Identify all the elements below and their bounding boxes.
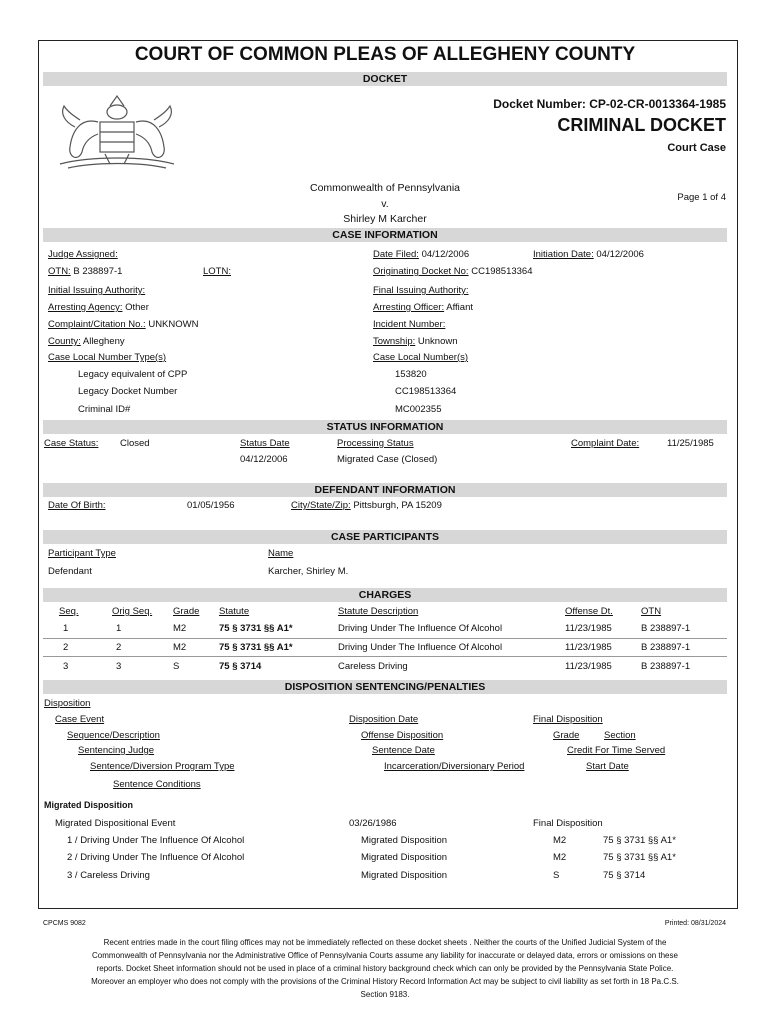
disposition-value: Migrated Disposition [361, 870, 448, 881]
lotn-label: LOTN: [203, 266, 231, 277]
court-case-label: Court Case [667, 142, 726, 154]
charge-col-statute: Statute [219, 606, 250, 617]
charge-date: 11/23/1985 [565, 661, 612, 672]
charge-col-seq: Seq. [59, 606, 79, 617]
status-date-label: Status Date [240, 438, 290, 449]
charge-orig: 2 [116, 642, 122, 653]
disposition-date-label: Disposition Date [349, 714, 419, 725]
local-type-1: Legacy equivalent of CPP [78, 369, 188, 380]
charge-statute: 75 § 3714 [219, 661, 262, 672]
caption-defendant: Shirley M Karcher [343, 213, 427, 225]
migrated-disposition-title: Migrated Disposition [44, 800, 134, 810]
local-types-label: Case Local Number Type(s) [48, 352, 167, 363]
township-value: Unknown [417, 336, 458, 347]
migrated-event: Migrated Dispositional Event [55, 818, 176, 829]
grade-label: Grade [553, 730, 580, 741]
case-status-value: Closed [120, 438, 150, 449]
participant-name-value: Karcher, Shirley M. [268, 566, 349, 577]
originating-docket-value: CC198513364 [471, 266, 533, 277]
charge-seq: 2 [63, 642, 69, 653]
charge-divider-2 [43, 656, 727, 657]
otn-row [48, 266, 122, 277]
complaint-label: Complaint/Citation No.: [48, 319, 146, 330]
charge-divider-1 [43, 638, 727, 639]
disclaimer-notice: Recent entries made in the court filing offices may not be immediately reflected on these docket sheets . Neither the courts of the Unified Judicial System of the Commonwealth of Pennsylvania nor the Administrative Office of Pennsylvania Courts assume any liability for inaccurate or delayed data, errors or omissions on these reports. Docket Sheet information should not be used in place of a criminal history background check which can only be provided by the Pennsylvania State Police. Moreover an employer who does not comply with the provisions of the Criminal History Record Information Act may be subject to civil liability as set forth in 18 Pa.C.S. Section 9183. [91, 938, 679, 999]
township-label: Township: [373, 336, 416, 347]
docket-number: Docket Number: CP-02-CR-0013364-1985 [493, 97, 726, 111]
charge-statute: 75 § 3731 §§ A1* [219, 642, 293, 653]
caption-plaintiff: Commonwealth of Pennsylvania [310, 182, 460, 194]
caption-versus: v. [381, 198, 389, 210]
local-type-3: Criminal ID# [78, 404, 131, 415]
disposition-header: DISPOSITION SENTENCING/PENALTIES [43, 680, 727, 694]
section-label: Section [604, 730, 636, 741]
charge-date: 11/23/1985 [565, 623, 612, 634]
case-event-label: Case Event [55, 714, 105, 725]
disposition-section: 75 § 3731 §§ A1* [603, 852, 676, 863]
charge-seq: 3 [63, 661, 69, 672]
court-title: COURT OF COMMON PLEAS OF ALLEGHENY COUNTY [134, 44, 636, 65]
disposition-desc: 3 / Careless Driving [67, 870, 150, 881]
judge-assigned-label: Judge Assigned: [48, 249, 118, 260]
initiation-date-value: 04/12/2006 [596, 249, 644, 260]
local-number-3: MC002355 [395, 404, 442, 415]
local-numbers-label: Case Local Number(s) [373, 352, 469, 363]
disposition-grade: M2 [553, 835, 567, 846]
initiation-date-label: Initiation Date: [533, 249, 594, 260]
charge-orig: 1 [116, 623, 122, 634]
charge-desc: Driving Under The Influence Of Alcohol [338, 623, 503, 634]
program-type-label: Sentence/Diversion Program Type [90, 761, 235, 772]
county-label: County: [48, 336, 81, 347]
processing-status-value: Migrated Case (Closed) [337, 454, 438, 465]
charge-seq: 1 [63, 623, 69, 634]
page-number: Page 1 of 4 [677, 192, 726, 203]
township-row [373, 336, 458, 347]
status-information-header: STATUS INFORMATION [43, 420, 727, 434]
charge-otn: B 238897-1 [641, 661, 691, 672]
date-filed-value: 04/12/2006 [421, 249, 470, 260]
originating-docket-label: Originating Docket No: [373, 266, 469, 277]
start-date-label: Start Date [586, 761, 629, 772]
pennsylvania-seal-icon [50, 92, 185, 182]
local-type-2: Legacy Docket Number [78, 386, 178, 397]
disposition-value: Migrated Disposition [361, 835, 448, 846]
disposition-section: 75 § 3731 §§ A1* [603, 835, 676, 846]
charge-grade: M2 [173, 623, 187, 634]
processing-status-label: Processing Status [337, 438, 414, 449]
case-information-header: CASE INFORMATION [43, 228, 727, 242]
initial-issuing-label: Initial Issuing Authority: [48, 285, 146, 296]
sequence-description-label: Sequence/Description [67, 730, 160, 741]
county-row [48, 336, 125, 347]
arresting-agency-row [48, 302, 149, 313]
charge-col-otn: OTN [641, 606, 662, 617]
credit-time-served-label: Credit For Time Served [567, 745, 666, 756]
charge-date: 11/23/1985 [565, 642, 612, 653]
originating-docket-row [373, 266, 533, 277]
arresting-officer-row [373, 302, 473, 313]
incident-number-label: Incident Number: [373, 319, 446, 330]
printed-date: Printed: 08/31/2024 [664, 920, 726, 927]
disposition-grade: M2 [553, 852, 567, 863]
case-participants-header: CASE PARTICIPANTS [43, 530, 727, 544]
disposition-value: Migrated Disposition [361, 852, 448, 863]
charge-grade: S [173, 661, 180, 672]
charge-otn: B 238897-1 [641, 623, 691, 634]
charge-orig: 3 [116, 661, 122, 672]
disposition-grade: S [553, 870, 560, 881]
sentencing-judge-label: Sentencing Judge [78, 745, 155, 756]
date-filed-row [373, 249, 469, 260]
disposition-desc: 2 / Driving Under The Influence Of Alcohol [67, 852, 245, 863]
docket-type: CRIMINAL DOCKET [557, 115, 726, 135]
arresting-officer-value: Affiant [446, 302, 473, 313]
disposition-section: 75 § 3714 [603, 870, 646, 881]
otn-value: B 238897-1 [73, 266, 123, 277]
defendant-information-header: DEFENDANT INFORMATION [43, 483, 727, 497]
county-value: Allegheny [82, 336, 125, 347]
migrated-final: Final Disposition [533, 818, 603, 829]
participant-name-label: Name [268, 548, 294, 559]
local-number-2: CC198513364 [395, 386, 457, 397]
sentence-conditions-label: Sentence Conditions [113, 779, 201, 790]
arresting-agency-value: Other [125, 302, 149, 313]
migrated-date: 03/26/1986 [349, 818, 397, 829]
city-label: City/State/Zip: [291, 500, 351, 511]
docket-bar: DOCKET [43, 72, 727, 86]
disposition-label: Disposition [44, 698, 91, 709]
complaint-date-label: Complaint Date: [571, 438, 640, 449]
disposition-desc: 1 / Driving Under The Influence Of Alcohol [67, 835, 245, 846]
charges-header: CHARGES [43, 588, 727, 602]
charge-statute: 75 § 3731 §§ A1* [219, 623, 293, 634]
case-status-label: Case Status: [44, 438, 99, 449]
charge-grade: M2 [173, 642, 187, 653]
sentence-date-label: Sentence Date [372, 745, 435, 756]
complaint-value: UNKNOWN [148, 319, 199, 330]
participant-type-label: Participant Type [48, 548, 116, 559]
charge-col-grade: Grade [173, 606, 200, 617]
form-number: CPCMS 9082 [43, 920, 86, 927]
local-number-1: 153820 [395, 369, 427, 380]
dob-label: Date Of Birth: [48, 500, 106, 511]
arresting-officer-label: Arresting Officer: [373, 302, 445, 313]
charge-desc: Driving Under The Influence Of Alcohol [338, 642, 503, 653]
date-filed-label: Date Filed: [373, 249, 419, 260]
city-value: Pittsburgh, PA 15209 [353, 500, 442, 511]
city-row [291, 500, 442, 511]
participant-type-value: Defendant [48, 566, 92, 577]
offense-disposition-label: Offense Disposition [361, 730, 444, 741]
status-date-value: 04/12/2006 [240, 454, 288, 465]
incarceration-label: Incarceration/Diversionary Period [384, 761, 525, 772]
charge-col-orig: Orig Seq. [112, 606, 153, 617]
complaint-date-value: 11/25/1985 [667, 438, 714, 449]
complaint-row [48, 319, 198, 330]
otn-label: OTN: [48, 266, 71, 277]
charge-col-desc: Statute Description [338, 606, 419, 617]
charge-otn: B 238897-1 [641, 642, 691, 653]
charge-desc: Careless Driving [338, 661, 408, 672]
arresting-agency-label: Arresting Agency: [48, 302, 123, 313]
charge-col-date: Offense Dt. [565, 606, 613, 617]
dob-value: 01/05/1956 [187, 500, 235, 511]
initiation-date-row [533, 249, 644, 260]
final-disposition-label: Final Disposition [533, 714, 603, 725]
final-issuing-label: Final Issuing Authority: [373, 285, 469, 296]
